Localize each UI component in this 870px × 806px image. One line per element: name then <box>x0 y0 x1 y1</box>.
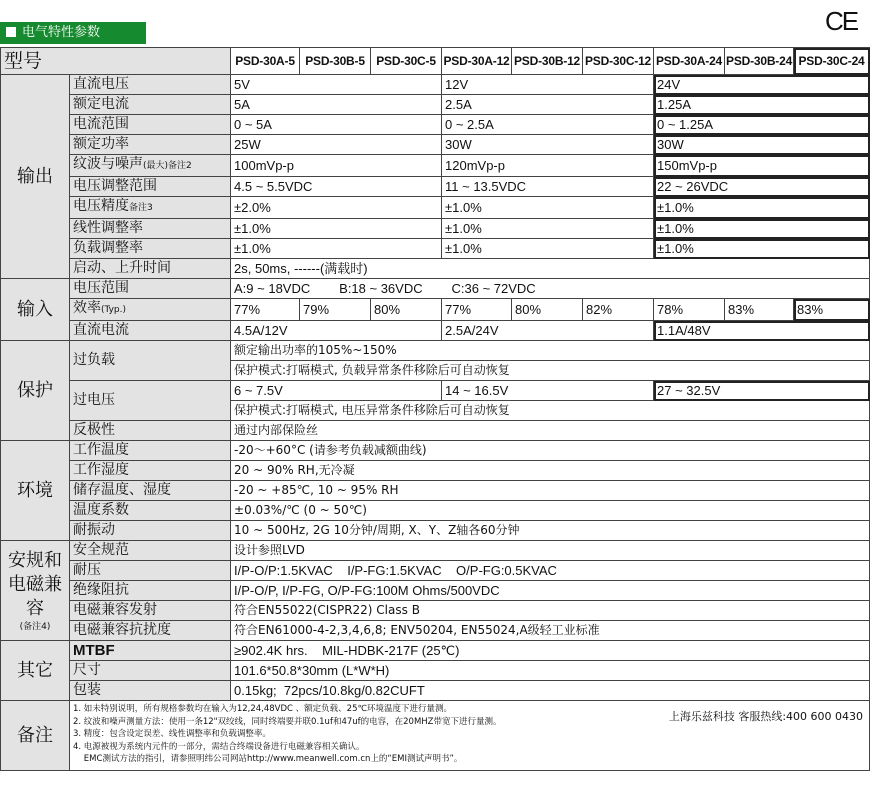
efficiency-value: 77% <box>442 299 512 321</box>
row-label: 过电压 <box>70 381 231 421</box>
protection-row <box>1 341 870 361</box>
value-5v: 5V <box>231 75 442 95</box>
safety-value: I/P-O/P, I/P-FG, O/P-FG:100M Ohms/500VDC <box>231 581 870 601</box>
model-cell: PSD-30C-5 <box>371 48 442 75</box>
output-row <box>1 135 870 155</box>
model-cell: PSD-30B-5 <box>300 48 371 75</box>
row-label: 额定功率 <box>70 135 231 155</box>
notes-content <box>70 701 870 771</box>
row-label: 温度系数 <box>70 501 231 521</box>
value-12v: 120mVp-p <box>442 155 654 177</box>
value-12v: ±1.0% <box>442 239 654 259</box>
row-label: 耐振动 <box>70 521 231 541</box>
row-label-text: 纹波与噪声 <box>73 156 143 172</box>
model-cell: PSD-30A-24 <box>654 48 725 75</box>
efficiency-value: 82% <box>583 299 654 321</box>
environment-row <box>1 461 870 481</box>
note-line: 2. 纹波和噪声测量方法：使用一条12"双绞线，同时终端要并联0.1uf和47uf的电容，在20MHZ带宽下进行量测。 <box>73 716 502 727</box>
value-24v: ±1.0% <box>654 197 870 219</box>
input-voltage-value: A:9 ~ 18VDC B:18 ~ 36VDC C:36 ~ 72VDC <box>231 279 870 299</box>
safety-section-title: 安规和电磁兼容 <box>8 549 62 619</box>
row-label-note: 备注3 <box>129 203 153 213</box>
note-line: 4. 电源被视为系统内元件的一部分，需结合终端设备进行电磁兼容相关确认。 <box>73 741 365 752</box>
value-12v: 12V <box>442 75 654 95</box>
value-24v: 24V <box>654 75 870 95</box>
spec-table <box>0 47 870 771</box>
environment-row <box>1 441 870 461</box>
value-12v: ±1.0% <box>442 219 654 239</box>
environment-value: ±0.03%/℃ (0 ~ 50℃) <box>231 501 870 521</box>
output-row <box>1 259 870 279</box>
output-row <box>1 155 870 177</box>
value-12v: 2.5A <box>442 95 654 115</box>
input-row <box>1 279 870 299</box>
efficiency-value: 83% <box>794 299 870 321</box>
startup-value: 2s, 50ms, ------(满载时) <box>231 259 870 279</box>
output-row <box>1 95 870 115</box>
value-24v: 150mVp-p <box>654 155 870 177</box>
service-hotline: 上海乐兹科技 客服热线:400 600 0430 <box>668 710 864 723</box>
other-section-label: 其它 <box>1 641 70 701</box>
row-label: 耐压 <box>70 561 231 581</box>
value-5v: 4.5 ~ 5.5VDC <box>231 177 442 197</box>
model-cell: PSD-30B-12 <box>512 48 583 75</box>
value-24v: 30W <box>654 135 870 155</box>
safety-row <box>1 581 870 601</box>
row-label: 电磁兼容发射 <box>70 601 231 621</box>
model-cell: PSD-30C-12 <box>583 48 654 75</box>
mtbf-value: ≥902.4K hrs. MIL-HDBK-217F (25℃) <box>231 641 870 661</box>
model-cell: PSD-30A-12 <box>442 48 512 75</box>
value-5v: ±1.0% <box>231 239 442 259</box>
environment-value: -20～+60°C (请参考负载减额曲线) <box>231 441 870 461</box>
value-12v: 2.5A/24V <box>442 321 654 341</box>
output-row <box>1 219 870 239</box>
notes-section-label: 备注 <box>1 701 70 771</box>
safety-row <box>1 561 870 581</box>
row-label <box>70 155 231 177</box>
protection-row <box>1 421 870 441</box>
row-label: 电磁兼容抗扰度 <box>70 621 231 641</box>
row-label: 直流电流 <box>70 321 231 341</box>
row-label-note: (最大)备注2 <box>143 161 192 171</box>
row-label: 电压调整范围 <box>70 177 231 197</box>
input-row <box>1 299 870 321</box>
model-cell: PSD-30C-24 <box>794 48 870 75</box>
value-5v: 0 ~ 5A <box>231 115 442 135</box>
efficiency-value: 80% <box>512 299 583 321</box>
output-section-label: 输出 <box>1 75 70 279</box>
section-banner <box>0 22 146 44</box>
row-label: 负载调整率 <box>70 239 231 259</box>
row-label <box>70 197 231 219</box>
environment-row <box>1 481 870 501</box>
row-label: 直流电压 <box>70 75 231 95</box>
value-24v: 1.1A/48V <box>654 321 870 341</box>
row-label: 电压范围 <box>70 279 231 299</box>
row-label: 安全规范 <box>70 541 231 561</box>
output-row <box>1 75 870 95</box>
section-title: 电气特性参数 <box>22 25 101 40</box>
efficiency-value: 78% <box>654 299 725 321</box>
model-cell: PSD-30A-5 <box>231 48 300 75</box>
value-24v: 0 ~ 1.25A <box>654 115 870 135</box>
output-row <box>1 115 870 135</box>
environment-row <box>1 501 870 521</box>
row-label-text: 电压精度 <box>73 198 129 214</box>
safety-section-label <box>1 541 70 641</box>
value-24v: ±1.0% <box>654 239 870 259</box>
value-5v: 6 ~ 7.5V <box>231 381 442 401</box>
value-5v: 25W <box>231 135 442 155</box>
value-24v: 22 ~ 26VDC <box>654 177 870 197</box>
overvoltage-mode: 保护模式:打嗝模式, 电压异常条件移除后可自动恢复 <box>231 401 870 421</box>
row-label: MTBF <box>70 641 231 661</box>
efficiency-value: 83% <box>725 299 794 321</box>
value-5v: 5A <box>231 95 442 115</box>
safety-value: 符合EN61000-4-2,3,4,6,8; ENV50204, EN55024,A级轻工业标准 <box>231 621 870 641</box>
row-label: 工作温度 <box>70 441 231 461</box>
safety-section-note: (备注4) <box>19 621 51 632</box>
row-label-note: (Typ.) <box>101 305 127 315</box>
row-label: 启动、上升时间 <box>70 259 231 279</box>
value-24v: 1.25A <box>654 95 870 115</box>
protection-section-label: 保护 <box>1 341 70 441</box>
row-label: 包装 <box>70 681 231 701</box>
safety-row <box>1 541 870 561</box>
environment-section-label: 环境 <box>1 441 70 541</box>
value-5v: ±1.0% <box>231 219 442 239</box>
row-label: 过负载 <box>70 341 231 381</box>
value-12v: ±1.0% <box>442 197 654 219</box>
model-row <box>1 48 870 75</box>
environment-value: -20 ~ +85℃, 10 ~ 95% RH <box>231 481 870 501</box>
environment-row <box>1 521 870 541</box>
note-line: 3. 精度：包含设定误差、线性调整率和负载调整率。 <box>73 729 271 739</box>
safety-value: 符合EN55022(CISPR22) Class B <box>231 601 870 621</box>
value-5v: ±2.0% <box>231 197 442 219</box>
efficiency-value: 79% <box>300 299 371 321</box>
overload-value: 额定输出功率的105%~150% <box>231 341 870 361</box>
value-12v: 0 ~ 2.5A <box>442 115 654 135</box>
row-label: 反极性 <box>70 421 231 441</box>
value-24v: 27 ~ 32.5V <box>654 381 870 401</box>
other-row <box>1 681 870 701</box>
size-value: 101.6*50.8*30mm (L*W*H) <box>231 661 870 681</box>
protection-row <box>1 381 870 401</box>
output-row <box>1 177 870 197</box>
input-row <box>1 321 870 341</box>
efficiency-value: 80% <box>371 299 442 321</box>
value-5v: 100mVp-p <box>231 155 442 177</box>
model-cell: PSD-30B-24 <box>725 48 794 75</box>
environment-value: 20 ~ 90% RH,无冷凝 <box>231 461 870 481</box>
value-12v: 30W <box>442 135 654 155</box>
value-12v: 11 ~ 13.5VDC <box>442 177 654 197</box>
ce-mark-logo: CE <box>825 6 858 36</box>
row-label: 绝缘阻抗 <box>70 581 231 601</box>
other-row <box>1 641 870 661</box>
square-bullet-icon <box>6 27 16 37</box>
row-label: 电流范围 <box>70 115 231 135</box>
note-line: EMC测试方法的指引，请参照明纬公司网站http://www.meanwell.com.cn上的“EMI测试声明书”。 <box>73 754 463 764</box>
row-label: 线性调整率 <box>70 219 231 239</box>
row-label: 额定电流 <box>70 95 231 115</box>
input-section-label: 输入 <box>1 279 70 341</box>
row-label: 储存温度、湿度 <box>70 481 231 501</box>
row-label: 工作湿度 <box>70 461 231 481</box>
efficiency-value: 77% <box>231 299 300 321</box>
note-line: 1. 如未特别说明，所有规格参数均在输入为12,24,48VDC 、额定负载、25℃环境温度下进行量测。 <box>73 704 453 714</box>
environment-value: 10 ~ 500Hz, 2G 10分钟/周期, X、Y、Z轴各60分钟 <box>231 521 870 541</box>
safety-value: I/P-O/P:1.5KVAC I/P-FG:1.5KVAC O/P-FG:0.5KVAC <box>231 561 870 581</box>
output-row <box>1 239 870 259</box>
output-row <box>1 197 870 219</box>
value-5v: 4.5A/12V <box>231 321 442 341</box>
other-row <box>1 661 870 681</box>
overload-mode: 保护模式:打嗝模式, 负载异常条件移除后可自动恢复 <box>231 361 870 381</box>
notes-row <box>1 701 870 771</box>
safety-value: 设计参照LVD <box>231 541 870 561</box>
row-label-text: 效率 <box>73 300 101 316</box>
value-12v: 14 ~ 16.5V <box>442 381 654 401</box>
row-label: 尺寸 <box>70 661 231 681</box>
value-24v: ±1.0% <box>654 219 870 239</box>
row-label <box>70 299 231 321</box>
safety-row <box>1 621 870 641</box>
model-header: 型号 <box>1 48 231 75</box>
packing-value: 0.15kg; 72pcs/10.8kg/0.82CUFT <box>231 681 870 701</box>
safety-row <box>1 601 870 621</box>
reverse-value: 通过内部保险丝 <box>231 421 870 441</box>
